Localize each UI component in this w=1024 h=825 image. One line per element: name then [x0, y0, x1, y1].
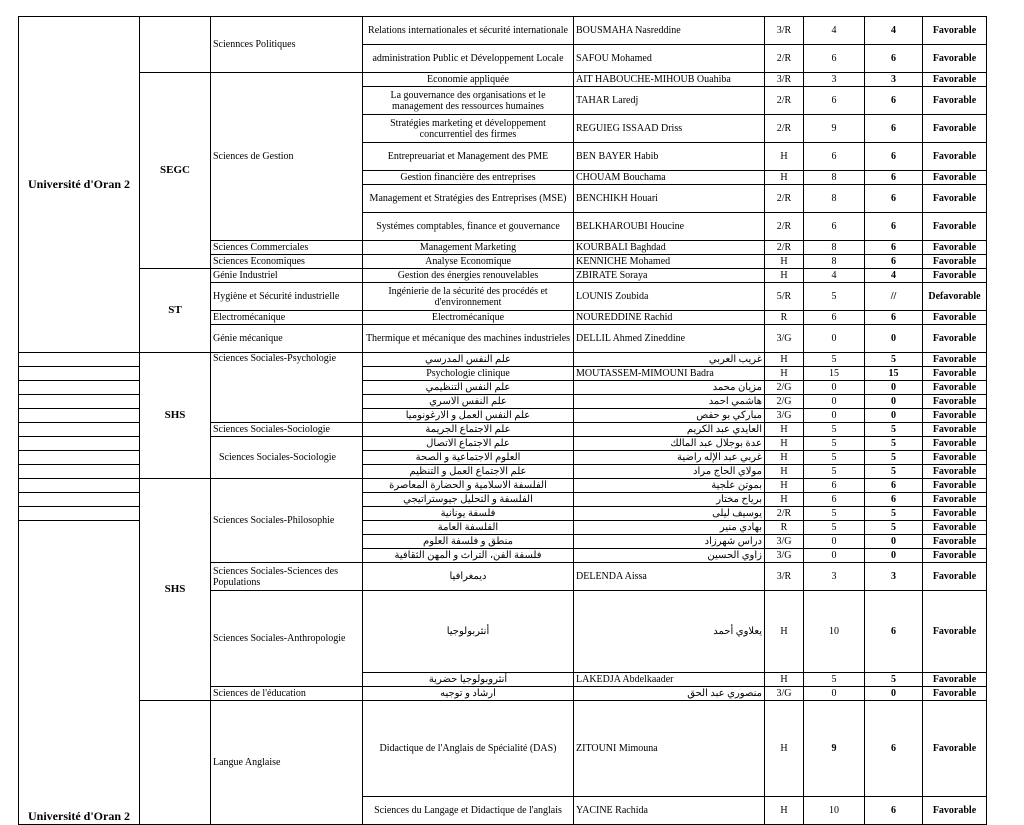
- specialty-cell: الفلسفة العامة: [363, 521, 574, 535]
- decision-cell: Favorable: [923, 479, 987, 493]
- filiere-cell: Génie Industriel: [211, 269, 363, 283]
- count-cell: 0: [804, 395, 865, 409]
- grade-cell: H: [765, 701, 804, 797]
- retained-count-cell: 6: [865, 241, 923, 255]
- responsible-name-cell: MOUTASSEM-MIMOUNI Badra: [574, 367, 765, 381]
- count-cell: 3: [804, 563, 865, 591]
- retained-count-cell: 6: [865, 185, 923, 213]
- count-cell: 6: [804, 87, 865, 115]
- retained-count-cell: 6: [865, 45, 923, 73]
- specialty-cell: Economie appliquée: [363, 73, 574, 87]
- grade-cell: H: [765, 255, 804, 269]
- specialty-cell: ديمغرافيا: [363, 563, 574, 591]
- responsible-name-cell: يعلاوي أحمد: [574, 591, 765, 673]
- university-cell-empty: [19, 409, 140, 423]
- specialty-table: [18, 16, 987, 825]
- filiere-cell: Génie mécanique: [211, 325, 363, 353]
- grade-cell: H: [765, 437, 804, 451]
- count-cell: 5: [804, 283, 865, 311]
- grade-cell: H: [765, 367, 804, 381]
- decision-cell: Favorable: [923, 673, 987, 687]
- retained-count-cell: 0: [865, 549, 923, 563]
- grade-cell: H: [765, 353, 804, 367]
- responsible-name-cell: ZITOUNI Mimouna: [574, 701, 765, 797]
- specialty-cell: La gouvernance des organisations et le management des ressources humaines: [363, 87, 574, 115]
- decision-cell: Favorable: [923, 549, 987, 563]
- retained-count-cell: 6: [865, 255, 923, 269]
- decision-cell: Favorable: [923, 381, 987, 395]
- responsible-name-cell: AIT HABOUCHE-MIHOUB Ouahiba: [574, 73, 765, 87]
- decision-cell: Favorable: [923, 687, 987, 701]
- count-cell: 6: [804, 479, 865, 493]
- university-cell: Université d'Oran 2: [19, 521, 140, 825]
- decision-cell: Favorable: [923, 521, 987, 535]
- decision-cell: Favorable: [923, 269, 987, 283]
- filiere-cell: Sciences Economiques: [211, 255, 363, 269]
- count-cell: 0: [804, 687, 865, 701]
- grade-cell: H: [765, 451, 804, 465]
- retained-count-cell: 6: [865, 493, 923, 507]
- specialty-cell: Psychologie clinique: [363, 367, 574, 381]
- specialty-cell: ارشاد و توجيه: [363, 687, 574, 701]
- count-cell: 6: [804, 493, 865, 507]
- grade-cell: 3/R: [765, 17, 804, 45]
- grade-cell: 3/G: [765, 687, 804, 701]
- faculty-cell: SHS: [140, 479, 211, 701]
- retained-count-cell: 3: [865, 563, 923, 591]
- specialty-cell: الفلسفة الاسلامية و الحضارة المعاصرة: [363, 479, 574, 493]
- filiere-cell: Sciences Sociales-Philosophie: [211, 479, 363, 563]
- responsible-name-cell: DELENDA Aissa: [574, 563, 765, 591]
- decision-cell: Favorable: [923, 325, 987, 353]
- grade-cell: 3/G: [765, 535, 804, 549]
- decision-cell: Favorable: [923, 241, 987, 255]
- university-cell-empty: [19, 381, 140, 395]
- specialty-cell: فلسفة الفن، التراث و المهن الثقافية: [363, 549, 574, 563]
- retained-count-cell: 6: [865, 115, 923, 143]
- university-cell-empty: [19, 493, 140, 507]
- university-cell-empty: [19, 479, 140, 493]
- count-cell: 4: [804, 17, 865, 45]
- responsible-name-cell: YACINE Rachida: [574, 797, 765, 825]
- university-cell-empty: [19, 507, 140, 521]
- responsible-name-cell: زاوي الحسين: [574, 549, 765, 563]
- count-cell: 0: [804, 409, 865, 423]
- grade-cell: 3/R: [765, 563, 804, 591]
- count-cell: 6: [804, 311, 865, 325]
- university-cell-empty: [19, 451, 140, 465]
- count-cell: 5: [804, 437, 865, 451]
- retained-count-cell: 5: [865, 423, 923, 437]
- count-cell: 3: [804, 73, 865, 87]
- specialty-cell: Ingénierie de la sécurité des procédés et d'environnement: [363, 283, 574, 311]
- responsible-name-cell: منصوري عبد الحق: [574, 687, 765, 701]
- responsible-name-cell: غريب العربي: [574, 353, 765, 367]
- grade-cell: 2/R: [765, 507, 804, 521]
- count-cell: 9: [804, 115, 865, 143]
- retained-count-cell: 4: [865, 269, 923, 283]
- university-cell-empty: [19, 465, 140, 479]
- responsible-name-cell: LAKEDJA Abdelkaader: [574, 673, 765, 687]
- decision-cell: Favorable: [923, 451, 987, 465]
- grade-cell: R: [765, 521, 804, 535]
- count-cell: 5: [804, 521, 865, 535]
- faculty-cell: [140, 17, 211, 73]
- specialty-cell: Management Marketing: [363, 241, 574, 255]
- grade-cell: 2/R: [765, 115, 804, 143]
- retained-count-cell: 6: [865, 143, 923, 171]
- filiere-cell: Sciences Sociales-Psychologie: [211, 353, 363, 423]
- decision-cell: Favorable: [923, 73, 987, 87]
- grade-cell: H: [765, 423, 804, 437]
- responsible-name-cell: TAHAR Laredj: [574, 87, 765, 115]
- retained-count-cell: 6: [865, 171, 923, 185]
- university-cell: Université d'Oran 2: [19, 17, 140, 353]
- university-cell-empty: [19, 437, 140, 451]
- responsible-name-cell: برياح مختار: [574, 493, 765, 507]
- university-cell-empty: [19, 353, 140, 367]
- decision-cell: Favorable: [923, 563, 987, 591]
- count-cell: 5: [804, 673, 865, 687]
- responsible-name-cell: بهادي منير: [574, 521, 765, 535]
- retained-count-cell: 6: [865, 87, 923, 115]
- responsible-name-cell: يوسيف ليلى: [574, 507, 765, 521]
- specialty-cell: Systémes comptables, finance et gouvernance: [363, 213, 574, 241]
- specialty-cell: Relations internationales et sécurité internationale: [363, 17, 574, 45]
- responsible-name-cell: هاشمي احمد: [574, 395, 765, 409]
- responsible-name-cell: مزيان محمد: [574, 381, 765, 395]
- faculty-cell: ST: [140, 269, 211, 353]
- count-cell: 0: [804, 549, 865, 563]
- specialty-cell: علم النفس المدرسي: [363, 353, 574, 367]
- grade-cell: 2/G: [765, 395, 804, 409]
- grade-cell: 2/R: [765, 213, 804, 241]
- count-cell: 8: [804, 171, 865, 185]
- specialty-cell: أنثربولوجيا: [363, 591, 574, 673]
- filiere-cell: Sciences de Gestion: [211, 73, 363, 241]
- grade-cell: H: [765, 493, 804, 507]
- decision-cell: Favorable: [923, 45, 987, 73]
- retained-count-cell: 6: [865, 797, 923, 825]
- grade-cell: R: [765, 311, 804, 325]
- responsible-name-cell: BELKHAROUBI Houcine: [574, 213, 765, 241]
- retained-count-cell: 5: [865, 521, 923, 535]
- count-cell: 0: [804, 535, 865, 549]
- count-cell: 5: [804, 451, 865, 465]
- decision-cell: Favorable: [923, 437, 987, 451]
- count-cell: 5: [804, 507, 865, 521]
- filiere-cell: Langue Anglaise: [211, 701, 363, 825]
- retained-count-cell: 6: [865, 701, 923, 797]
- filiere-cell: Sciennces Politiques: [211, 17, 363, 73]
- count-cell: 0: [804, 325, 865, 353]
- table-row: [19, 353, 987, 367]
- specialty-cell: العلوم الاجتماعية و الصحة: [363, 451, 574, 465]
- specialty-cell: Stratégies marketing et développement concurrentiel des firmes: [363, 115, 574, 143]
- specialty-cell: Didactique de l'Anglais de Spécialité (DAS): [363, 701, 574, 797]
- specialty-cell: Electromécanique: [363, 311, 574, 325]
- grade-cell: H: [765, 171, 804, 185]
- responsible-name-cell: عدة بوجلال عبد المالك: [574, 437, 765, 451]
- grade-cell: H: [765, 479, 804, 493]
- grade-cell: H: [765, 797, 804, 825]
- responsible-name-cell: غربي عبد الإله راضية: [574, 451, 765, 465]
- university-cell-empty: [19, 367, 140, 381]
- university-cell-empty: [19, 423, 140, 437]
- retained-count-cell: 0: [865, 535, 923, 549]
- specialty-cell: علم النفس الاسري: [363, 395, 574, 409]
- responsible-name-cell: KENNICHE Mohamed: [574, 255, 765, 269]
- responsible-name-cell: مولاي الحاج مراد: [574, 465, 765, 479]
- responsible-name-cell: BOUSMAHA Nasreddine: [574, 17, 765, 45]
- grade-cell: H: [765, 465, 804, 479]
- count-cell: 8: [804, 241, 865, 255]
- decision-cell: Favorable: [923, 465, 987, 479]
- decision-cell: Favorable: [923, 797, 987, 825]
- responsible-name-cell: دراس شهرزاد: [574, 535, 765, 549]
- responsible-name-cell: مباركي بو حفص: [574, 409, 765, 423]
- decision-cell: Favorable: [923, 17, 987, 45]
- faculty-cell: [140, 701, 211, 825]
- table-row: [19, 17, 987, 45]
- specialty-cell: علم الاجتماع الاتصال: [363, 437, 574, 451]
- count-cell: 9: [804, 701, 865, 797]
- filiere-cell: Sciences Sociales-Sociologie: [211, 423, 363, 437]
- count-cell: 5: [804, 353, 865, 367]
- specialty-cell: أنثروبولوجيا حضرية: [363, 673, 574, 687]
- decision-cell: Defavorable: [923, 283, 987, 311]
- decision-cell: Favorable: [923, 409, 987, 423]
- retained-count-cell: 5: [865, 507, 923, 521]
- count-cell: 6: [804, 45, 865, 73]
- document-page: [18, 16, 986, 825]
- grade-cell: 3/G: [765, 549, 804, 563]
- decision-cell: Favorable: [923, 87, 987, 115]
- count-cell: 10: [804, 797, 865, 825]
- count-cell: 6: [804, 213, 865, 241]
- specialty-cell: علم النفس التنظيمي: [363, 381, 574, 395]
- responsible-name-cell: LOUNIS Zoubida: [574, 283, 765, 311]
- decision-cell: Favorable: [923, 701, 987, 797]
- count-cell: 6: [804, 143, 865, 171]
- retained-count-cell: 15: [865, 367, 923, 381]
- count-cell: 8: [804, 185, 865, 213]
- table-row: [19, 701, 987, 797]
- grade-cell: 5/R: [765, 283, 804, 311]
- retained-count-cell: 5: [865, 673, 923, 687]
- retained-count-cell: 6: [865, 479, 923, 493]
- specialty-cell: منطق و فلسفة العلوم: [363, 535, 574, 549]
- decision-cell: Favorable: [923, 115, 987, 143]
- grade-cell: 3/R: [765, 73, 804, 87]
- grade-cell: 2/R: [765, 241, 804, 255]
- specialty-cell: Management et Stratégies des Entreprises (MSE): [363, 185, 574, 213]
- responsible-name-cell: SAFOU Mohamed: [574, 45, 765, 73]
- decision-cell: Favorable: [923, 423, 987, 437]
- responsible-name-cell: بموتن علجية: [574, 479, 765, 493]
- grade-cell: H: [765, 591, 804, 673]
- decision-cell: Favorable: [923, 353, 987, 367]
- specialty-cell: علم الاجتماع العمل و التنظيم: [363, 465, 574, 479]
- count-cell: 5: [804, 423, 865, 437]
- grade-cell: H: [765, 143, 804, 171]
- decision-cell: Favorable: [923, 311, 987, 325]
- table-row: [19, 479, 987, 493]
- responsible-name-cell: KOURBALI Baghdad: [574, 241, 765, 255]
- retained-count-cell: //: [865, 283, 923, 311]
- retained-count-cell: 5: [865, 437, 923, 451]
- grade-cell: 2/R: [765, 185, 804, 213]
- decision-cell: Favorable: [923, 171, 987, 185]
- retained-count-cell: 0: [865, 325, 923, 353]
- table-row: [19, 73, 987, 87]
- retained-count-cell: 3: [865, 73, 923, 87]
- grade-cell: 2/G: [765, 381, 804, 395]
- decision-cell: Favorable: [923, 255, 987, 269]
- grade-cell: H: [765, 269, 804, 283]
- decision-cell: Favorable: [923, 143, 987, 171]
- specialty-cell: فلسفة يونانية: [363, 507, 574, 521]
- retained-count-cell: 0: [865, 381, 923, 395]
- grade-cell: H: [765, 673, 804, 687]
- specialty-cell: علم الاجتماع الجريمة: [363, 423, 574, 437]
- responsible-name-cell: REGUIEG ISSAAD Driss: [574, 115, 765, 143]
- retained-count-cell: 5: [865, 465, 923, 479]
- responsible-name-cell: NOUREDDINE Rachid: [574, 311, 765, 325]
- responsible-name-cell: DELLIL Ahmed Zineddine: [574, 325, 765, 353]
- count-cell: 4: [804, 269, 865, 283]
- filiere-cell: Sciences Sociales-Sociologie: [211, 437, 363, 479]
- filiere-cell: Sciences Sociales-Sciences des Populations: [211, 563, 363, 591]
- filiere-cell: Electromécanique: [211, 311, 363, 325]
- count-cell: 0: [804, 381, 865, 395]
- decision-cell: Favorable: [923, 367, 987, 381]
- faculty-cell: SEGC: [140, 73, 211, 269]
- specialty-cell: Gestion des énergies renouvelables: [363, 269, 574, 283]
- table-row: [19, 269, 987, 283]
- decision-cell: Favorable: [923, 185, 987, 213]
- specialty-cell: administration Public et Développement Locale: [363, 45, 574, 73]
- grade-cell: 2/R: [765, 45, 804, 73]
- filiere-cell: Sciences Commerciales: [211, 241, 363, 255]
- retained-count-cell: 6: [865, 213, 923, 241]
- retained-count-cell: 0: [865, 409, 923, 423]
- faculty-cell: SHS: [140, 353, 211, 479]
- responsible-name-cell: ZBIRATE Soraya: [574, 269, 765, 283]
- filiere-cell: Hygiène et Sécurité industrielle: [211, 283, 363, 311]
- grade-cell: 2/R: [765, 87, 804, 115]
- filiere-cell: Sciences Sociales-Anthropologie: [211, 591, 363, 687]
- specialty-cell: الفلسفة و التحليل جيوستراتيجي: [363, 493, 574, 507]
- responsible-name-cell: العايدي عبد الكريم: [574, 423, 765, 437]
- responsible-name-cell: BEN BAYER Habib: [574, 143, 765, 171]
- retained-count-cell: 0: [865, 395, 923, 409]
- specialty-cell: Gestion financière des entreprises: [363, 171, 574, 185]
- count-cell: 15: [804, 367, 865, 381]
- decision-cell: Favorable: [923, 493, 987, 507]
- decision-cell: Favorable: [923, 591, 987, 673]
- retained-count-cell: 0: [865, 687, 923, 701]
- retained-count-cell: 6: [865, 591, 923, 673]
- retained-count-cell: 6: [865, 311, 923, 325]
- specialty-cell: Sciences du Langage et Didactique de l'anglais: [363, 797, 574, 825]
- specialty-cell: Analyse Economique: [363, 255, 574, 269]
- decision-cell: Favorable: [923, 535, 987, 549]
- decision-cell: Favorable: [923, 213, 987, 241]
- specialty-cell: Thermique et mécanique des machines industrieles: [363, 325, 574, 353]
- filiere-cell: Sciences de l'éducation: [211, 687, 363, 701]
- specialty-cell: Entrepreuariat et Management des PME: [363, 143, 574, 171]
- retained-count-cell: 5: [865, 353, 923, 367]
- responsible-name-cell: BENCHIKH Houari: [574, 185, 765, 213]
- count-cell: 10: [804, 591, 865, 673]
- responsible-name-cell: CHOUAM Bouchama: [574, 171, 765, 185]
- retained-count-cell: 4: [865, 17, 923, 45]
- grade-cell: 3/G: [765, 409, 804, 423]
- specialty-cell: علم النفس العمل و الارغونوميا: [363, 409, 574, 423]
- university-cell-empty: [19, 395, 140, 409]
- count-cell: 8: [804, 255, 865, 269]
- retained-count-cell: 5: [865, 451, 923, 465]
- decision-cell: Favorable: [923, 507, 987, 521]
- grade-cell: 3/G: [765, 325, 804, 353]
- count-cell: 5: [804, 465, 865, 479]
- decision-cell: Favorable: [923, 395, 987, 409]
